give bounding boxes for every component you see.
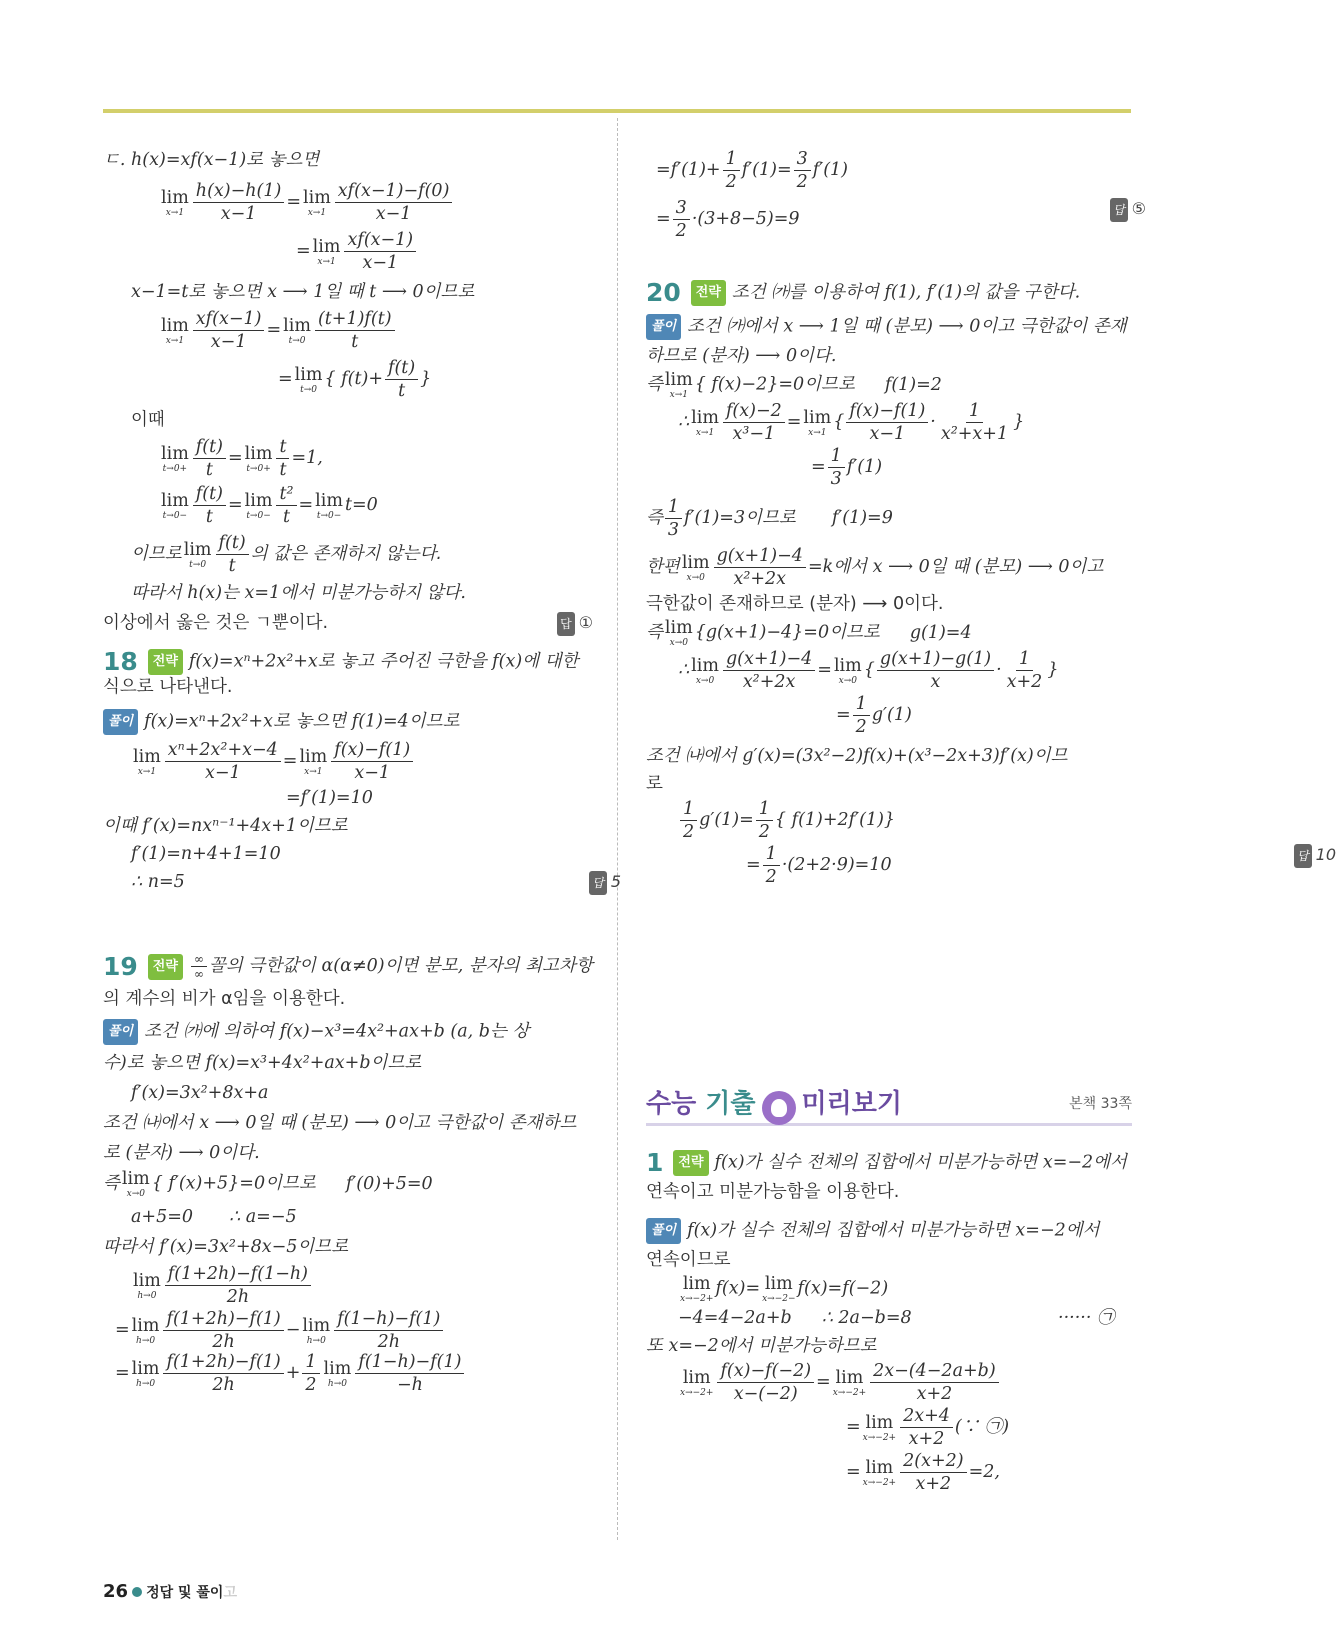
problem-20 [646, 278, 1336, 887]
strategy-tag: 전략 [148, 954, 183, 980]
strategy-tag: 전략 [148, 649, 183, 675]
strategy-tag: 전략 [673, 1150, 708, 1176]
line: 이때 f′(x)=nxⁿ⁻¹+4x+1이므로 [103, 816, 348, 836]
line: ∴ lim x→0 $\frac{g(x+1)-4}{\text{x²+2x}}$ = lim x→0 { $\frac{g(x+1)-g(1)}{x}$ · $\frac{1}{x+2}$ } [678, 649, 1059, 692]
solution-tag: 풀이 [103, 1019, 138, 1045]
line: = lim x→−2+ $\frac{2x+4}{x+2}$ (∵ ㉠) [846, 1406, 1010, 1449]
line: 로 [646, 774, 663, 794]
answer-badge: 답 ① [557, 611, 593, 636]
problem-19-continued [646, 148, 1146, 241]
problem-number: 19 [103, 951, 138, 981]
strategy-line: 20 전략 조건 ㈎를 이용하여 f(1), f′(1)의 값을 구한다. [646, 278, 1081, 307]
line: lim x→−2+ $\frac{f(x)-f(-2)}{x-(-2)}$ = lim x→−2+ $\frac{2x-(4-2a+b)}{x+2}$ [678, 1360, 1168, 1405]
line: 조건 ㈏에서 g′(x)=(3x²−2)f(x)+(x³−2x+3)f′(x)이므 [646, 746, 1068, 766]
line: 또 x=−2에서 미분가능하므로 [646, 1336, 877, 1356]
line: 이때 [131, 410, 165, 430]
line: 풀이 조건 ㈎에서 x ⟶ 1일 때 (분모) ⟶ 0이고 극한값이 존재 [646, 314, 1136, 340]
line: lim t→0+ $\frac{f(t)}{t}$ = lim t→0+ $\frac{t}{t}$ =1, [161, 437, 323, 480]
line: =f′(1)=10 [286, 788, 373, 808]
page-reference: 본책 33쪽 [1069, 1096, 1132, 1112]
line: 따라서 f′(x)=3x²+8x−5이므로 [103, 1237, 349, 1257]
section-header: 수능 기출 미리보기 본책 33쪽 [646, 1083, 1132, 1126]
line: a+5=0 ∴ a=−5 [131, 1207, 297, 1227]
section-title: 수능 기출 [646, 1089, 756, 1119]
strategy-line: 18 전략 f(x)=xⁿ+2x²+x로 놓고 주어진 극한을 f(x)에 대한 [103, 647, 579, 676]
top-accent-bar [103, 109, 1131, 113]
problem-number: 18 [103, 647, 138, 676]
solution-tag: 풀이 [646, 1218, 681, 1244]
problem-19 [103, 951, 593, 1395]
bullet-icon [132, 1587, 142, 1597]
line: ∴ lim x→1 $\frac{f(x)-2}{\text{x³−1}}$ = lim x→1 { $\frac{f(x)-f(1)}{x-1}$ · $\frac{1}{\text{x²+x+1}}$ } [678, 401, 1025, 444]
line: ∴ n=5 답 5 [131, 870, 621, 894]
line: 즉 lim x→0 {g(x+1)−4}=0이므로 g(1)=4 [646, 618, 972, 648]
strategy-line: 19 전략 $\frac{\infty}{\infty}$ 꼴의 극한값이 α(α≠0)이면 분모, 분자의 최고차항 [103, 951, 593, 981]
line: 즉 lim x→0 { f′(x)+5}=0이므로 f′(0)+5=0 [103, 1169, 433, 1199]
line: f′(x)=3x²+8x+a [131, 1083, 269, 1103]
line: f′(1)=n+4+1=10 [131, 844, 281, 864]
line: 식으로 나타낸다. [103, 677, 233, 697]
line: 로 (분자) ⟶ 0이다. [103, 1143, 260, 1163]
footer-ghost-text: 고 [223, 1585, 237, 1601]
line: 풀이 f(x)가 실수 전체의 집합에서 미분가능하면 x=−2에서 [646, 1218, 1136, 1244]
line: = $\frac{3}{2}$ ·(3+8−5)=9 답 ⑤ [656, 198, 1146, 241]
answer-badge: 답 5 [589, 870, 621, 895]
line: lim t→0− $\frac{f(t)}{t}$ = lim t→0− $\frac{\text{t²}}{t}$ = lim t→0− t=0 [161, 484, 378, 527]
line: 조건 ㈏에서 x ⟶ 0일 때 (분모) ⟶ 0이고 극한값이 존재하므 [103, 1113, 577, 1133]
line: $\frac{1}{2}$ g′(1)= $\frac{1}{2}$ { f(1)+2f′(1)} [678, 798, 1168, 843]
line: lim x→1 $\frac{\text{xⁿ+2x²+x−4}}{x-1}$ = lim x→1 $\frac{f(x)-f(1)}{x-1}$ [131, 739, 621, 784]
line: = lim h→0 $\frac{f(1+2h)-f(1)}{2h}$ + $\frac{1}{2}$ lim h→0 $\frac{f(1-h)-f(1)}{-h}$ [115, 1351, 605, 1396]
line: 이상에서 옳은 것은 ㄱ뿐이다. 답 ① [103, 611, 593, 635]
line: 즉 lim x→1 { f(x)−2}=0이므로 f(1)=2 [646, 370, 942, 400]
problem-17-continued [103, 148, 593, 633]
line: 연속이고 미분가능함을 이용한다. [646, 1182, 900, 1202]
line: 따라서 h(x)는 x=1에서 미분가능하지 않다. [131, 583, 466, 603]
line: 연속이므로 [646, 1250, 731, 1270]
line: lim x→−2+ f(x)= lim x→−2− f(x)=f(−2) [680, 1274, 889, 1304]
line: 이므로 lim t→0 $\frac{f(t)}{t}$ 의 값은 존재하지 않는다. [131, 533, 442, 576]
problem-18 [103, 647, 621, 892]
line: 즉 $\frac{1}{3}$ f′(1)=3이므로 f′(1)=9 [646, 497, 893, 540]
line: = $\frac{1}{3}$ f′(1) [811, 446, 883, 489]
line: = lim x→−2+ $\frac{2(x+2)}{x+2}$ =2, [846, 1451, 1000, 1494]
problem-1 [646, 1148, 1136, 1494]
line: 의 계수의 비가 α임을 이용한다. [103, 989, 346, 1009]
line: lim x→1 $\frac{h(x)-h(1)}{x-1}$ = lim x→1 $\frac{xf(x-1)-f(0)}{x-1}$ [159, 180, 649, 225]
problem-number: 1 [646, 1148, 664, 1177]
answer-badge: 답 ⑤ [1110, 197, 1146, 222]
line: = lim h→0 $\frac{f(1+2h)-f(1)}{2h}$ − lim h→0 $\frac{f(1-h)-f(1)}{2h}$ [115, 1308, 605, 1353]
rabbit-magician-icon [762, 1091, 796, 1125]
footer-label: 정답 및 풀이 [146, 1585, 224, 1601]
problem-number: 20 [646, 278, 681, 307]
line: 수)로 놓으면 f(x)=x³+4x²+ax+b이므로 [103, 1053, 422, 1073]
left-column [103, 148, 621, 1395]
line: = $\frac{1}{2}$ g′(1) [836, 694, 912, 737]
line: =f′(1)+ $\frac{1}{2}$ f′(1)= $\frac{3}{2}$ f′(1) [656, 149, 849, 192]
line: x−1=t로 놓으면 x ⟶ 1일 때 t ⟶ 0이므로 [131, 282, 475, 302]
strategy-tag: 전략 [691, 280, 726, 306]
answer-badge: 답 10 [1294, 843, 1336, 868]
page-footer [103, 1581, 237, 1602]
strategy-line: 1 전략 f(x)가 실수 전체의 집합에서 미분가능하면 x=−2에서 [646, 1148, 1127, 1177]
line: lim h→0 $\frac{f(1+2h)-f(1-h)}{2h}$ [131, 1263, 621, 1308]
line: ㄷ. h(x)=xf(x−1)로 놓으면 [103, 150, 320, 170]
line: lim x→1 $\frac{xf(x-1)}{x-1}$ = lim t→0 $\frac{(t+1)f(t)}{t}$ [159, 308, 649, 353]
solution-tag: 풀이 [103, 709, 138, 735]
line: = lim t→0 { f(t)+ $\frac{f(t)}{t}$ } [278, 358, 432, 401]
solution-tag: 풀이 [646, 314, 681, 340]
line: 하므로 (분자) ⟶ 0이다. [646, 346, 837, 366]
line: 풀이 f(x)=xⁿ+2x²+x로 놓으면 f(1)=4이므로 [103, 709, 593, 735]
page-number: 26 [103, 1581, 129, 1602]
line: 한편 lim x→0 $\frac{g(x+1)-4}{\text{x²+2x}}$ =k에서 x ⟶ 0일 때 (분모) ⟶ 0이고 [646, 546, 1104, 589]
line: = $\frac{1}{2}$ ·(2+2·9)=10 답 10 [746, 844, 1336, 887]
line: −4=4−2a+b ∴ 2a−b=8 ······ ㉠ [678, 1308, 1115, 1328]
line: = lim x→1 $\frac{xf(x-1)}{x-1}$ [296, 229, 786, 274]
line: 극한값이 존재하므로 (분자) ⟶ 0이다. [646, 594, 944, 614]
right-column [646, 148, 1336, 887]
line: 풀이 조건 ㈎에 의하여 f(x)−x³=4x²+ax+b (a, b는 상 [103, 1019, 593, 1045]
